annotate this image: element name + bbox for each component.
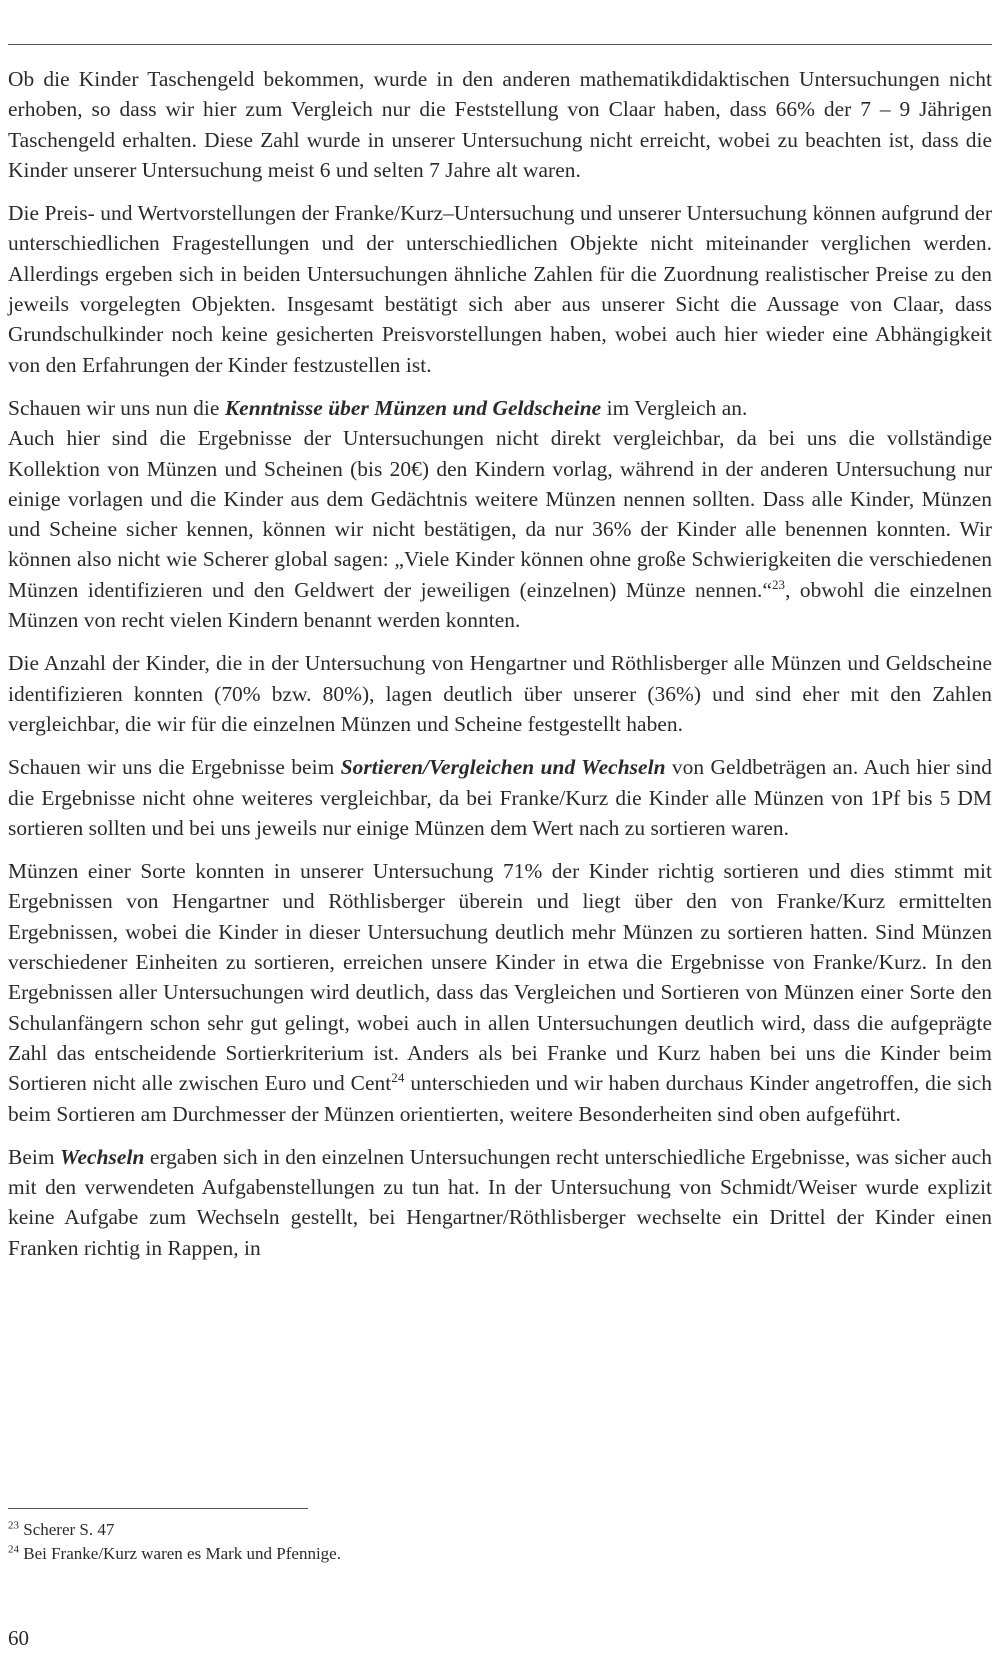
text-segment: unterschieden und wir haben durchaus Kinder angetroffen, die sich beim Sortieren am Durchmesser der Münzen orientierten, weitere Besonderheiten sind oben aufgeführt. xyxy=(8,1071,992,1126)
text-segment: im Vergleich an. xyxy=(601,395,748,420)
emphasis-sortieren: Sortieren/Vergleichen und Wechseln xyxy=(340,755,666,780)
paragraph-wechseln xyxy=(8,1142,992,1263)
paragraph-kenntnisse-intro xyxy=(8,393,992,423)
text-segment: Auch hier sind die Ergebnisse der Untersuchungen nicht direkt vergleichbar, da bei uns die vollständige Kollektion von Münzen und Scheinen (bis 20€) den Kindern vorlag, während in der anderen Untersuchung nur einige vorlagen und die Kinder aus dem Gedächtnis weitere Münzen nennen sollten. Dass alle Kinder, Münzen und Scheine sicher kennen, können wir nicht bestätigen, da nur 36% der Kinder alle benennen konnten. Wir können also nicht wie Scherer global sagen: „Viele Kinder können ohne große Schwierigkeiten die verschiedenen Münzen identifizieren und den Geldwert der jeweiligen (einzelnen) Münze nennen.“ xyxy=(8,426,992,602)
footnote-ref-24: 24 xyxy=(391,1070,405,1086)
paragraph-sortieren-ergebnisse xyxy=(8,856,992,1129)
header-rule xyxy=(8,44,992,45)
footnote-ref-23: 23 xyxy=(771,576,786,592)
text-segment: von Geldbeträgen an. Auch hier sind die Ergebnisse nicht ohne weiteres vergleichbar, da bei Franke/Kurz die Kinder alle Münzen von 1Pf bis 5 DM sortieren sollten und bei uns jeweils nur einige Münzen dem Wert nach zu sortieren waren. xyxy=(8,755,992,840)
text-segment: Schauen wir uns die Ergebnisse beim xyxy=(8,755,341,780)
footnote-23 xyxy=(8,1518,992,1542)
paragraph-sortieren-intro xyxy=(8,752,992,843)
page-number: 60 xyxy=(8,1626,29,1650)
paragraph-preisvorstellungen: Die Preis- und Wertvorstellungen der Franke/Kurz–Untersuchung und unserer Untersuchung können aufgrund der unterschiedlichen Fragestellungen und der unterschiedlichen Objekte nicht miteinander verglichen werden. Allerdings ergeben sich in beiden Untersuchungen ähnliche Zahlen für die Zuordnung realistischer Preise zu den jeweils vorgelegten Objekten. Insgesamt bestätigt sich aber aus unserer Sicht die Aussage von Claar, dass Grundschulkinder noch keine gesicherten Preisvorstellungen haben, wobei auch hier wieder eine Abhängigkeit von den Erfahrungen der Kinder festzustellen ist. xyxy=(8,201,992,377)
emphasis-kenntnisse: Kenntnisse über Münzen und Geldscheine xyxy=(224,395,602,420)
paragraph-taschengeld: Ob die Kinder Taschengeld bekommen, wurde in den anderen mathematikdidaktischen Untersuchungen nicht erhoben, so dass wir hier zum Vergleich nur die Feststellung von Claar haben, dass 66% der 7 – 9 Jährigen Taschengeld erhalten. Diese Zahl wurde in unserer Untersuchung nicht erreicht, wobei zu beachten ist, dass die Kinder unserer Untersuchung meist 6 und selten 7 Jahre alt waren. xyxy=(8,67,992,182)
footnote-number: 23 xyxy=(8,1519,19,1532)
text-segment: ergaben sich in den einzelnen Untersuchungen recht unterschiedliche Ergebnisse, was sicher auch mit den verwendeten Aufgabenstellungen zu tun hat. In der Untersuchung von Schmidt/Weiser wurde explizit keine Aufgabe zum Wechseln gestellt, bei Hengartner/Röthlisberger wechselte ein Drittel der Kinder einen Franken richtig in Rappen, in xyxy=(8,1144,992,1260)
page-body xyxy=(8,64,992,1276)
text-segment: , obwohl die einzelnen Münzen von recht vielen Kindern benannt werden konnten. xyxy=(8,577,993,633)
paragraph-hengartner: Die Anzahl der Kinder, die in der Untersuchung von Hengartner und Röthlisberger alle Münzen und Geldscheine identifizieren konnten (70% bzw. 80%), lagen deutlich über unserer (36%) und sind eher mit den Zahlen vergleichbar, die wir für die einzelnen Münzen und Scheine festgestellt haben. xyxy=(8,651,992,736)
emphasis-wechseln: Wechseln xyxy=(60,1144,145,1169)
paragraph-kenntnisse xyxy=(8,423,992,635)
footnote-text: Scherer S. 47 xyxy=(23,1520,115,1539)
footnotes xyxy=(8,1518,992,1566)
text-segment: Münzen einer Sorte konnten in unserer Untersuchung 71% der Kinder richtig sortieren und dies stimmt mit Ergebnissen von Hengartner und Röthlisberger überein und liegt über den von Franke/Kurz ermittelten Ergebnissen, wobei die Kinder in dieser Untersuchung deutlich mehr Münzen zu sortieren hatten. Sind Münzen verschiedener Einheiten zu sortieren, erreichen unsere Kinder in etwa die Ergebnisse von Franke/Kurz. In den Ergebnissen aller Untersuchungen wird deutlich, dass das Vergleichen und Sortieren von Münzen einer Sorte den Schulanfängern schon sehr gut gelingt, wobei auch in allen Untersuchungen deutlich wird, dass die aufgeprägte Zahl das entscheidende Sortierkriterium ist. Anders als bei Franke und Kurz haben bei uns die Kinder beim Sortieren nicht alle zwischen Euro und Cent xyxy=(8,859,992,1096)
footnote-text: Bei Franke/Kurz waren es Mark und Pfennige. xyxy=(23,1544,341,1563)
text-segment: Beim xyxy=(8,1144,61,1169)
footnote-number: 24 xyxy=(8,1543,19,1556)
footnote-24 xyxy=(8,1542,992,1566)
text-segment: Schauen wir uns nun die xyxy=(8,395,225,420)
footnote-rule xyxy=(8,1508,308,1509)
